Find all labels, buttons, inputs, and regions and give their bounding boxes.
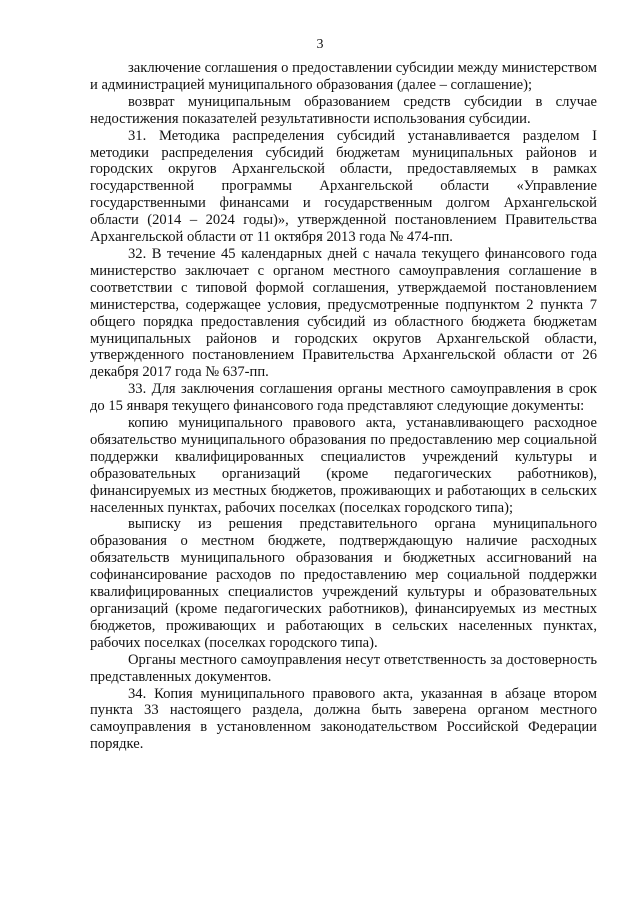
- paragraph-item-31: 31. Методика распределения субсидий устанавливается разделом I методики распределения субсидий бюджетам муниципальных районов и городских округов Архангельской области, предоставляемых в рамках государственной программы Архангельской области «Управление государственными финансами и государственным долгом Архангельской области (2014 – 2024 годы)», утвержденной постановлением Правительства Архангельской области от 11 октября 2013 года № 474-пп.: [90, 127, 597, 246]
- document-body: [90, 60, 597, 753]
- page-number: 3: [316, 37, 324, 52]
- paragraph-item-33: 33. Для заключения соглашения органы местного самоуправления в срок до 15 января текущего финансового года представляют следующие документы:: [90, 381, 597, 415]
- paragraph-agreement-conclusion: заключение соглашения о предоставлении субсидии между министерством и администрацией муниципального образования (далее – соглашение);: [90, 60, 597, 93]
- paragraph-subsidy-return: возврат муниципальным образованием средств субсидии в случае недостижения показателей результативности использования субсидии.: [90, 93, 597, 127]
- paragraph-responsibility: Органы местного самоуправления несут ответственность за достоверность представленных документов.: [90, 651, 597, 685]
- paragraph-budget-extract: выписку из решения представительного органа муниципального образования о местном бюджете, подтверждающую наличие расходных обязательств муниципального образования и бюджетных ассигнований на софинансирование расходов по предоставлению мер социальной поддержки квалифицированных специалистов учреждений культуры и образовательных организаций (кроме педагогических работников), финансируемых из местных бюджетов, проживающих и работающих в сельских населенных пунктах, рабочих поселках (поселках городского типа).: [90, 516, 597, 651]
- paragraph-item-32: 32. В течение 45 календарных дней с начала текущего финансового года министерство заключает с органом местного самоуправления соглашение в соответствии с типовой формой соглашения, утверждаемой постановлением министерства, содержащее условия, предусмотренные подпунктом 2 пункта 7 общего порядка предоставления субсидий из областного бюджета бюджетам муниципальных районов и городских округов Архангельской области, утвержденного постановлением Правительства Архангельской области от 26 декабря 2017 года № 637-пп.: [90, 245, 597, 381]
- paragraph-legal-act-copy: копию муниципального правового акта, устанавливающего расходное обязательство муниципального образования по предоставлению мер социальной поддержки квалифицированных специалистов учреждений культуры и образовательных организаций (кроме педагогических работников), финансируемых из местных бюджетов, проживающих и работающих в сельских населенных пунктах, рабочих поселках (поселках городского типа);: [90, 415, 597, 516]
- paragraph-item-34: 34. Копия муниципального правового акта, указанная в абзаце втором пункта 33 настоящего раздела, должна быть заверена органом местного самоуправления в установленном законодательством Российской Федерации порядке.: [90, 685, 597, 753]
